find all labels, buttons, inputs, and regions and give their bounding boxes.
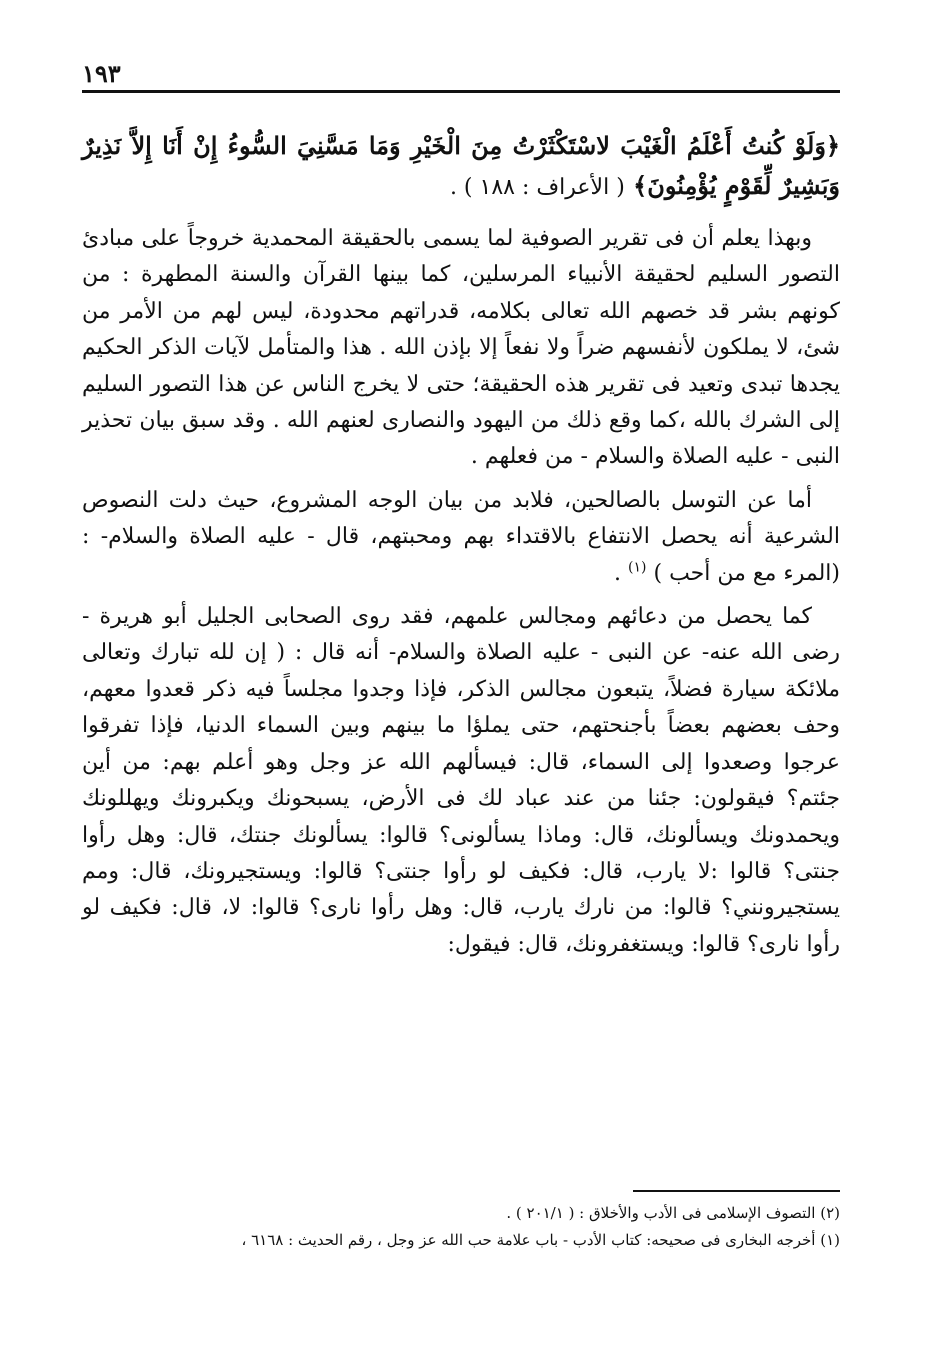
- paragraph-1: وبهذا يعلم أن فى تقرير الصوفية لما يسمى بالحقيقة المحمدية خروجاً على مبادئ التصور السليم لحقيقة الأنبياء المرسلين، كما بينها القرآن والسنة المطهرة : من كونهم بشر قد خصهم الله تعالى بكلامه، قدراتهم محدودة، ليس لهم من الأمر من شئ، لا يملكون لأنفسهم ضراً ولا نفعاً إلا بإذن الله . هذا والمتأمل لآيات الذكر الحكيم يجدها تبدى وتعيد فى تقرير هذه الحقيقة؛ حتى لا يخرج الناس عن هذا التصور السليم إلى الشرك بالله ،كما وقع ذلك من اليهود والنصارى لعنهم الله . وقد سبق بيان تحذير النبى - عليه الصلاة والسلام - من فعلهم .: [82, 226, 840, 470]
- footnote-1: (١) أخرجه البخارى فى صحيحه: كتاب الأدب - باب علامة حب الله عز وجل ، رقم الحديث : ٦١٦٨ ،: [241, 1231, 840, 1249]
- paragraph-2: [82, 483, 840, 592]
- quran-verse: [82, 126, 840, 208]
- page-body: [82, 126, 840, 970]
- paragraph-2-end: .: [614, 560, 629, 586]
- paragraph-3: كما يحصل من دعائهم ومجالس علمهم، فقد روى الصحابى الجليل أبو هريرة - رضى الله عنه- عن النبى - عليه الصلاة والسلام- أنه قال : ( إن لله تبارك وتعالى ملائكة سيارة فضلاً، يتبعون مجالس الذكر، فإذا وجدوا مجلساً فيه ذكر قعدوا معهم، وحف بعضهم بعضاً بأجنحتهم، حتى يملؤا ما بينهم وبين السماء الدنيا، فإذا تفرقوا عرجوا وصعدوا إلى السماء، قال: فيسألهم الله عز وجل وهو أعلم بهم: من أين جئتم؟ فيقولون: جئنا من عند عباد لك فى الأرض، يسبحونك ويكبرونك ويهللونك ويحمدونك ويسألونك، قال: وماذا يسألونى؟ قالوا: يسألونك جنتك، قال: وهل رأوا جنتى؟ قالوا :لا يارب، قال: فكيف لو رأوا جنتى؟ قالوا: ويستجيرونك، قال: ومم يستجيرونني؟ قالوا: من نارك يارب، قال: وهل رأوا نارى؟ قالوا: لا، قال: فكيف لو رأوا نارى؟ قالوا: ويستغفرونك، قال: فيقول:: [82, 604, 840, 957]
- page-number: ١٩٣: [82, 59, 121, 88]
- footnotes: [82, 1200, 840, 1254]
- footnote-rule: [633, 1190, 840, 1192]
- verse-reference: ( الأعراف : ١٨٨ ) .: [449, 175, 625, 200]
- footnote-2: (٢) التصوف الإسلامى فى الأدب والأخلاق : ( ٢٠١/١ ) .: [506, 1204, 840, 1222]
- verse-text: ﴿وَلَوْ كُنتُ أَعْلَمُ الْغَيْبَ لاسْتَكْثَرْتُ مِنَ الْخَيْرِ وَمَا مَسَّنِيَ السُّوءُ إِنْ أَنَا إِلاَّ نَذِيرٌ وَبَشِيرٌ لِّقَوْمٍ يُؤْمِنُونَ﴾: [82, 131, 841, 200]
- header-rule: [82, 90, 840, 93]
- paragraph-2-text: أما عن التوسل بالصالحين، فلابد من بيان الوجه المشروع، حيث دلت النصوص الشرعية أنه يحصل الانتفاع بالاقتداء بهم ومحبتهم، قال - عليه الصلاة والسلام- : (المرء مع من أحب ): [82, 487, 840, 586]
- footnote-marker: (١): [628, 559, 647, 576]
